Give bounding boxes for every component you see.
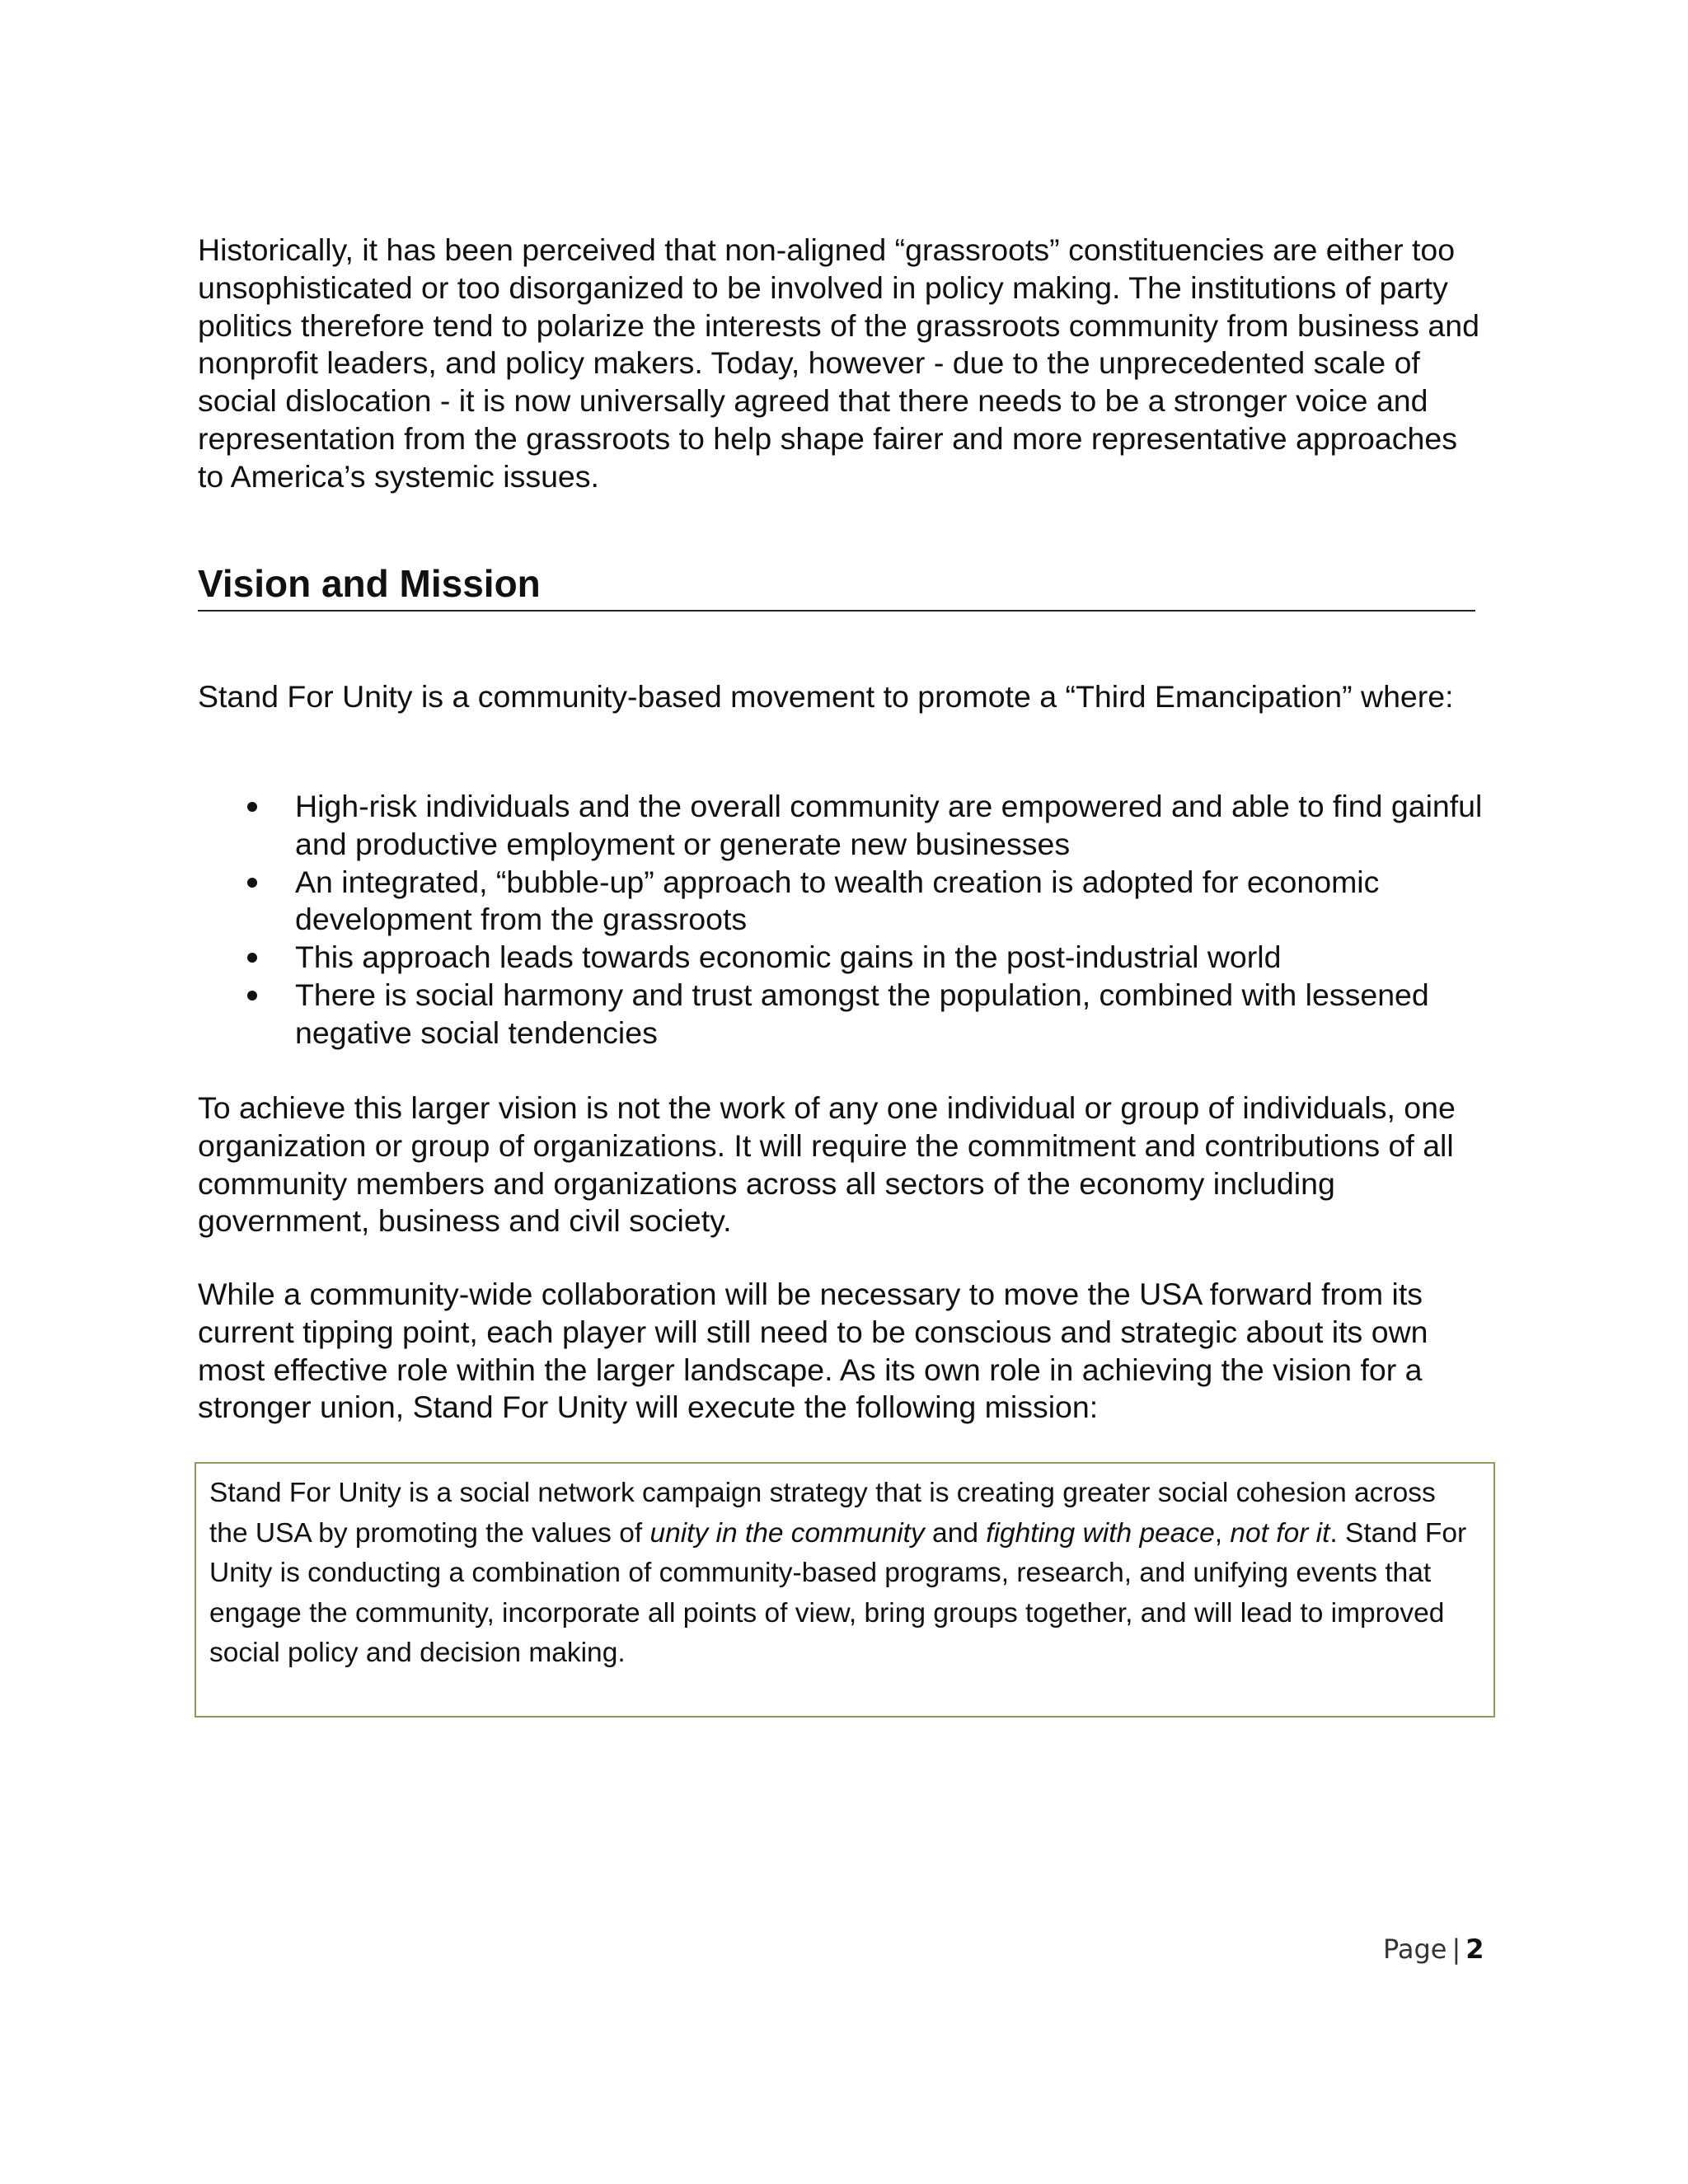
bullet-text: This approach leads towards economic gains in the post-industrial world — [295, 940, 1282, 975]
mission-text-4: . Stand For Unity is conducting a combination of community-based programs, research, and unifying events that engage the community, incorporate all points of view, bring groups together, and will lead to improved social policy and decision making. — [209, 1517, 1467, 1668]
page-footer — [1383, 1933, 1484, 1966]
page-label: Page — [1383, 1933, 1447, 1965]
bullet-text: High-risk individuals and the overall community are empowered and able to find gainful and productive employment or generate new businesses — [295, 789, 1483, 861]
list-item — [198, 788, 1484, 864]
bullet-text: There is social harmony and trust amongst the population, combined with lessened negative social tendencies — [295, 977, 1429, 1050]
bullet-icon — [247, 991, 257, 1001]
list-item — [198, 939, 1484, 977]
list-item — [198, 977, 1484, 1052]
bullet-text: An integrated, “bubble-up” approach to wealth creation is adopted for economic development from the grassroots — [295, 864, 1380, 937]
mission-text-3: , — [1214, 1517, 1231, 1549]
mission-statement-box — [195, 1462, 1495, 1718]
mission-emphasis-unity: unity in the community — [649, 1517, 925, 1549]
mission-text-1: Stand For Unity is a social network campaign strategy that is creating greater social cohesion across the USA by promoting the values of — [209, 1478, 1436, 1549]
mission-emphasis-peace: fighting with peace — [986, 1517, 1215, 1549]
achieve-paragraph: To achieve this larger vision is not the work of any one individual or group of individuals, one organization or group of organizations. It will require the commitment and contributions of all community members and organizations across all sectors of the economy including government, business and civil society. — [198, 1090, 1456, 1239]
bullet-icon — [247, 802, 257, 812]
bullet-icon — [247, 953, 257, 963]
list-item — [198, 864, 1484, 940]
bullet-icon — [247, 878, 257, 888]
page-separator: | — [1451, 1933, 1461, 1965]
collaboration-paragraph: While a community-wide collaboration will be necessary to move the USA forward from its current tipping point, each player will still need to be conscious and strategic about its own most effective role within the larger landscape. As its own role in achieving the vision for a stronger union, Stand For Unity will execute the following mission: — [198, 1277, 1428, 1425]
intro-paragraph: Historically, it has been perceived that non-aligned “grassroots” constituencies are either too unsophisticated or too disorganized to be involved in policy making. The institutions of party politics therefore tend to polarize the interests of the grassroots community from business and nonprofit leaders, and policy makers. Today, however - due to the unprecedented scale of social dislocation - it is now universally agreed that there needs to be a stronger voice and representation from the grassroots to help shape fairer and more representative approaches to America’s systemic issues. — [198, 232, 1479, 494]
vision-intro-paragraph: Stand For Unity is a community-based movement to promote a “Third Emancipation” where: — [198, 679, 1454, 714]
page-number: 2 — [1465, 1933, 1484, 1965]
section-heading: Vision and Mission — [198, 560, 1475, 612]
mission-text-2: and — [924, 1517, 987, 1549]
mission-emphasis-not-for-it: not for it — [1230, 1517, 1330, 1549]
vision-bullet-list — [198, 788, 1484, 1052]
